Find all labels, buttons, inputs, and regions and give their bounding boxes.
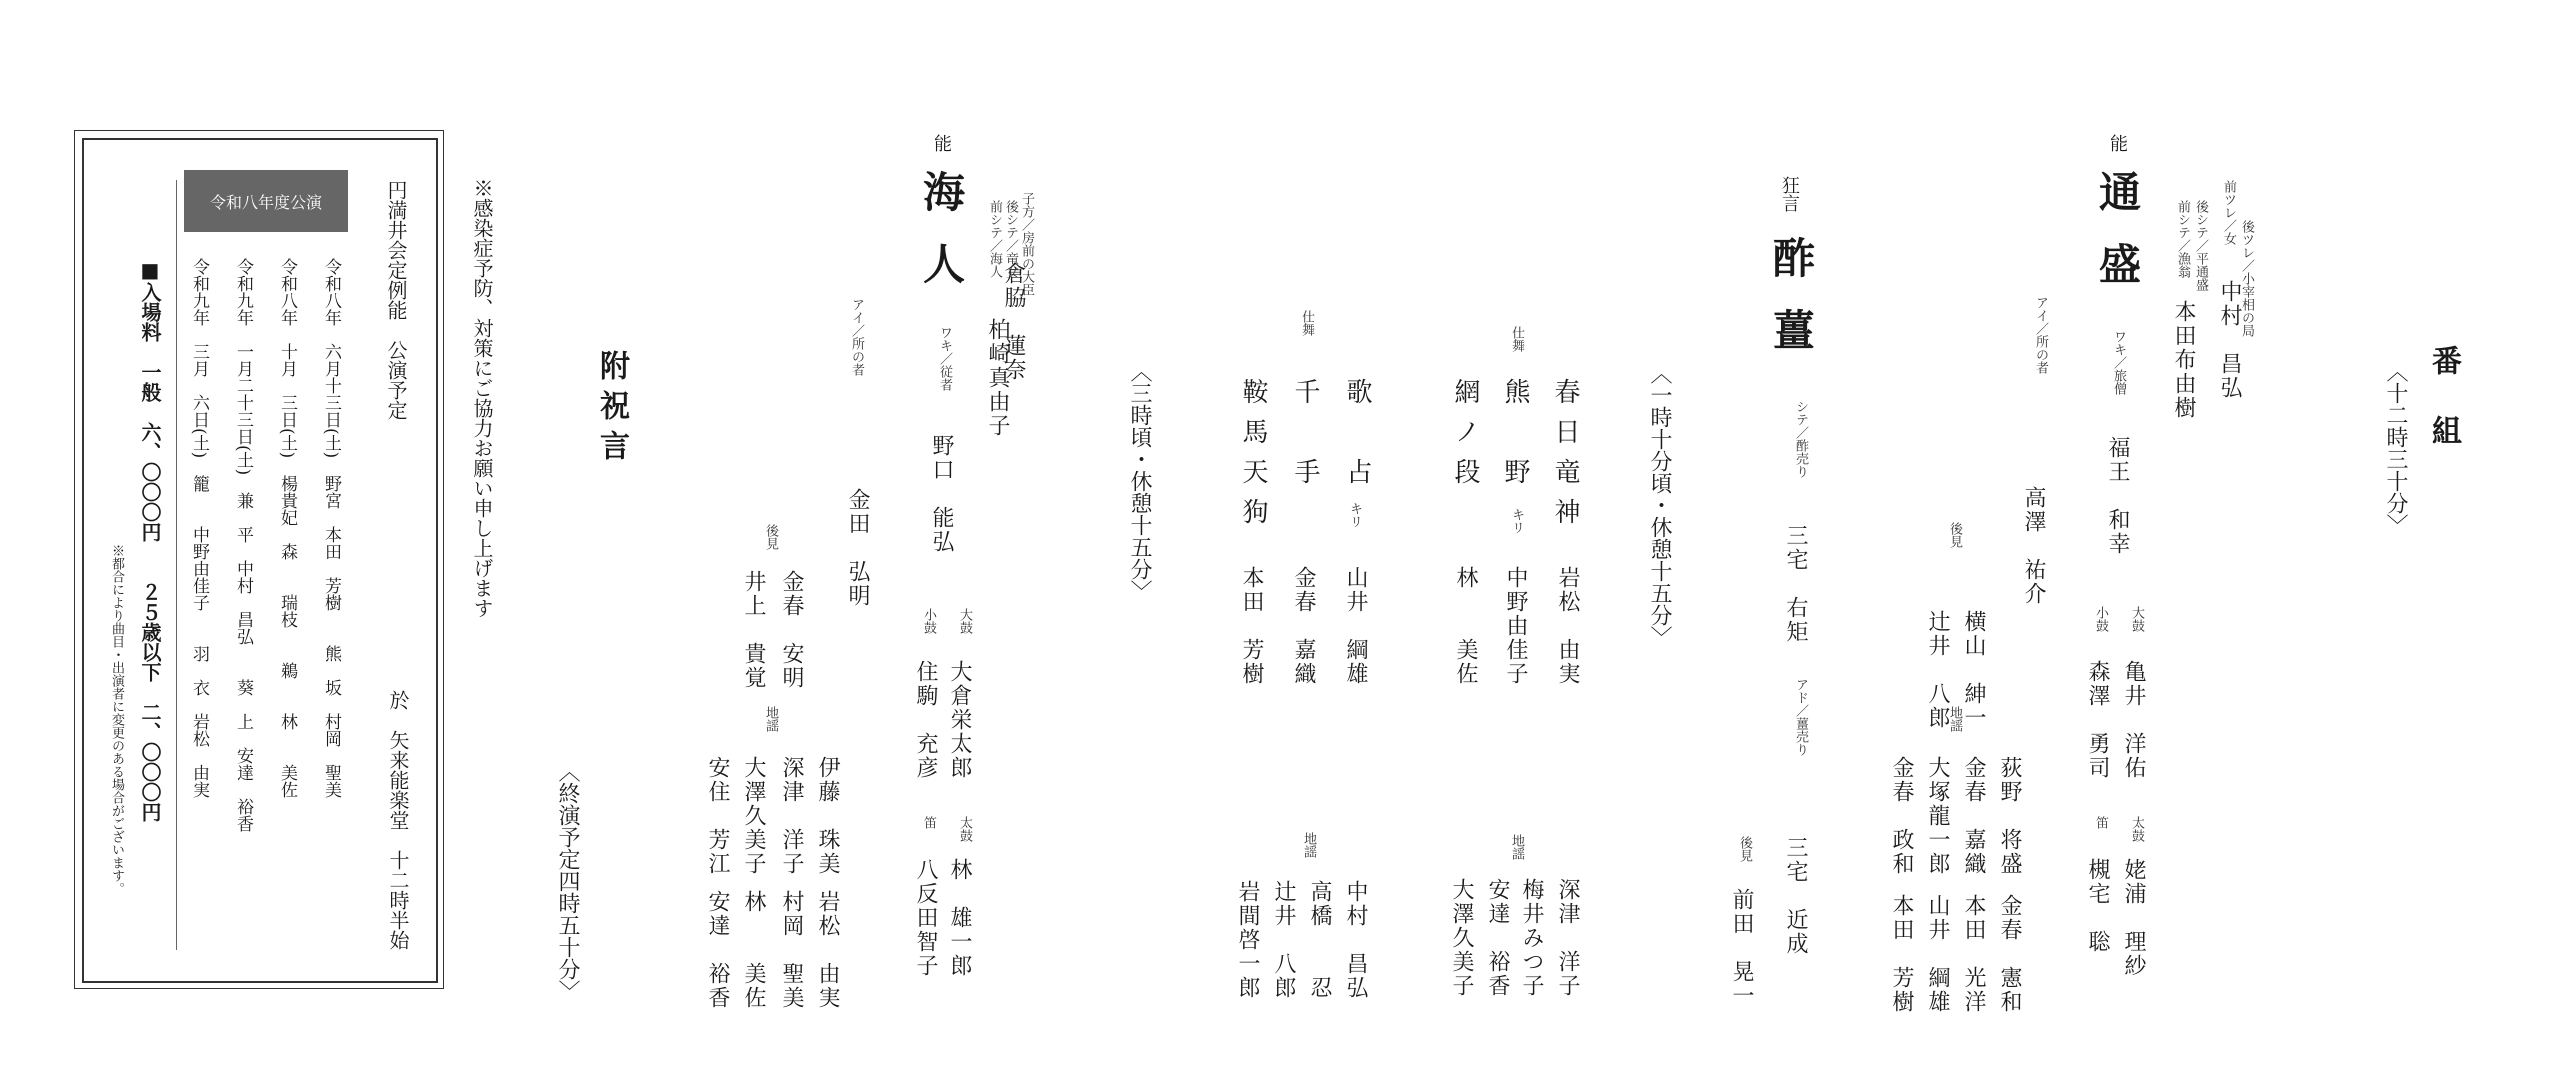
performer-name: 三宅 右矩 <box>1783 524 1808 644</box>
play-title: 海人 <box>917 170 966 314</box>
role-label: 前シテ／漁翁 <box>2175 200 2190 278</box>
hayashi-label: 大鼓 <box>2129 606 2144 632</box>
jiutai-name: 大塚龍一郎 <box>1925 756 1950 876</box>
shimai-title: 千 手 <box>1290 378 1320 498</box>
koken-name: 金春 安明 <box>779 570 804 690</box>
role-label: ワキ／旅僧 <box>2111 330 2126 395</box>
hayashi-name: 林 雄一郎 <box>947 858 972 978</box>
jiutai-name: 大澤久美子 <box>741 756 766 876</box>
schedule-items: 楊貴妃 森 瑞枝 鵜 林 美佐 <box>277 475 297 799</box>
performer-name: 本田布由樹 <box>2171 300 2196 420</box>
kiri-label: キリ <box>1509 508 1524 534</box>
schedule-row <box>234 258 251 832</box>
jiutai-name: 梅井みつ子 <box>1519 878 1544 998</box>
interval-note: 〈三時頃・休憩十五分〉 <box>1127 360 1152 602</box>
jiutai-name: 伊藤 珠美 <box>815 756 840 876</box>
role-label: 子方／房前の大臣 <box>1019 192 1034 296</box>
jiutai-name: 村岡 聖美 <box>779 890 804 1010</box>
hayashi-name: 亀井 洋佑 <box>2121 660 2146 780</box>
change-notice: ※都合により曲目・出演者に変更のある場合がございます。 <box>109 544 124 895</box>
koken-name: 辻井 八郎 <box>1925 610 1950 730</box>
hayashi-label: 太鼓 <box>957 816 972 842</box>
end-time: 〈終演予定四時五十分〉 <box>555 760 580 1002</box>
jiutai-name: 本田 光洋 <box>1961 894 1986 1014</box>
schedule-venue: 於 矢来能楽堂 十二時半始 <box>386 690 410 950</box>
infection-notice: ※感染症予防、対策にご協力お願い申し上げます <box>470 178 494 618</box>
schedule-row <box>278 258 295 798</box>
shimai-performer: 中野由佳子 <box>1503 566 1528 686</box>
schedule-badge: 令和八年度公演 <box>184 170 348 232</box>
jiutai-name: 辻井 八郎 <box>1271 880 1296 1000</box>
jiutai-name: 安達 裕香 <box>1485 878 1510 998</box>
shimai-performer: 林 美佐 <box>1453 566 1478 686</box>
shimai-title: 歌 占 <box>1342 378 1372 498</box>
hayashi-name: 大倉栄太郎 <box>947 660 972 780</box>
performer-name: 野口 能弘 <box>929 434 954 554</box>
jiutai-name: 金春 嘉織 <box>1961 756 1986 876</box>
play-genre: 能 <box>931 134 952 152</box>
role-label: ワキ／従者 <box>937 326 952 391</box>
jiutai-name: 岩松 由実 <box>815 890 840 1010</box>
jiutai-label: 地謡 <box>1509 834 1524 860</box>
shimai-performer: 岩松 由実 <box>1555 566 1580 686</box>
hayashi-label: 笛 <box>2093 816 2108 829</box>
koken-label: 後見 <box>763 524 778 550</box>
performer-name: 金田 弘明 <box>845 488 870 608</box>
shimai-performer: 金春 嘉織 <box>1291 566 1316 686</box>
role-label: アド／薑売り <box>1793 678 1808 756</box>
performer-name: 三宅 近成 <box>1783 836 1808 956</box>
schedule-items: 籠 中野由佳子 羽 衣 岩松 由実 <box>189 475 209 799</box>
jiutai-name: 安達 裕香 <box>705 890 730 1010</box>
jiutai-name: 本田 芳樹 <box>1889 894 1914 1014</box>
hayashi-label: 小鼓 <box>921 608 936 634</box>
role-label: シテ／酢売り <box>1793 400 1808 478</box>
play-genre: 能 <box>2107 134 2128 152</box>
performer-name: 中村 昌弘 <box>2217 280 2242 400</box>
koken-name: 井上 貴覚 <box>741 570 766 690</box>
shimai-title: 春日竜神 <box>1550 378 1580 538</box>
divider <box>176 180 177 950</box>
jiutai-label: 地謡 <box>1947 706 1962 732</box>
role-label: アイ／所の者 <box>2033 296 2048 374</box>
shimai-title: 網ノ段 <box>1450 378 1480 498</box>
jiutai-name: 荻野 将盛 <box>1997 756 2022 876</box>
shimai-title: 熊 野 <box>1500 378 1530 498</box>
schedule-date: 令和八年 六月十三日(土) <box>321 258 341 459</box>
jiutai-name: 高橋 忍 <box>1307 880 1332 1000</box>
kiri-label: キリ <box>1347 502 1362 528</box>
hayashi-name: 八反田智子 <box>913 858 938 978</box>
play-title: 通盛 <box>2093 170 2142 314</box>
jiutai-name: 中村 昌弘 <box>1343 880 1368 1000</box>
jiutai-name: 岩間啓一郎 <box>1235 880 1260 1000</box>
play-title: 酢薑 <box>1767 236 1816 380</box>
schedule-items: 野宮 本田 芳樹 熊 坂 村岡 聖美 <box>321 475 341 799</box>
hayashi-name: 槻宅 聡 <box>2085 858 2110 954</box>
hayashi-label: 太鼓 <box>2129 816 2144 842</box>
role-label: 後シテ／竜女 <box>1003 200 1018 278</box>
role-label: 後シテ／平通盛 <box>2193 200 2208 291</box>
role-label: 前シテ／海人 <box>987 200 1002 278</box>
jiutai-label: 地謡 <box>1301 832 1316 858</box>
hayashi-label: 小鼓 <box>2093 606 2108 632</box>
program-title: 番組 <box>2426 345 2461 485</box>
schedule-heading: 円満井会定例能 公演予定 <box>384 180 408 420</box>
role-label: アイ／所の者 <box>849 298 864 376</box>
interval-note: 〈一時十分頃・休憩十五分〉 <box>1647 362 1672 648</box>
koken-label: 後見 <box>1737 836 1752 862</box>
schedule-row <box>190 258 207 798</box>
koken-name: 横山 紳一 <box>1961 610 1986 730</box>
schedule-items: 兼 平 中村 昌弘 葵 上 安達 裕香 <box>233 492 253 833</box>
performer-name: 倉脇 蓮奈 <box>1001 262 1026 382</box>
shimai-title: 鞍馬天狗 <box>1238 378 1268 538</box>
jiutai-name: 金春 憲和 <box>1997 894 2022 1014</box>
hayashi-name: 住駒 充彦 <box>913 660 938 780</box>
schedule-date: 令和九年 一月二十三日(土) <box>233 258 253 476</box>
hayashi-name: 森澤 勇司 <box>2085 660 2110 780</box>
performer-name: 福王 和幸 <box>2105 436 2130 556</box>
performer-name: 柏崎真由子 <box>985 318 1010 438</box>
hayashi-name: 姥浦 理紗 <box>2121 858 2146 978</box>
admission-fee: ■入場料 一般 六、〇〇〇円 ２５歳以下 二、〇〇〇円 <box>138 258 162 822</box>
fushugen-title: 附祝言 <box>594 350 629 470</box>
jiutai-name: 深津 洋子 <box>779 756 804 876</box>
role-label: 前ツレ／女 <box>2221 180 2236 245</box>
hayashi-label: 大鼓 <box>957 608 972 634</box>
jiutai-name: 深津 洋子 <box>1555 878 1580 998</box>
schedule-row <box>322 258 339 798</box>
hayashi-label: 笛 <box>921 816 936 829</box>
schedule-date: 令和八年 十月 三日(土) <box>277 258 297 459</box>
shimai-label: 仕舞 <box>1509 326 1524 352</box>
jiutai-name: 安住 芳江 <box>705 756 730 876</box>
role-label: 後ツレ／小宰相の局 <box>2239 220 2254 337</box>
jiutai-name: 山井 綱雄 <box>1925 894 1950 1014</box>
jiutai-name: 林 美佐 <box>741 890 766 1010</box>
schedule-date: 令和九年 三月 六日(土) <box>189 258 209 459</box>
program-start-time: 〈十二時三十分〉 <box>2383 360 2408 536</box>
jiutai-name: 大澤久美子 <box>1449 878 1474 998</box>
jiutai-name: 金春 政和 <box>1889 756 1914 876</box>
performer-name: 前田 晃一 <box>1729 888 1754 1008</box>
shimai-performer: 本田 芳樹 <box>1239 566 1264 686</box>
performer-name: 高澤 祐介 <box>2021 486 2046 606</box>
shimai-label: 仕舞 <box>1299 310 1314 336</box>
shimai-performer: 山井 綱雄 <box>1343 566 1368 686</box>
play-genre: 狂言 <box>1779 176 1800 212</box>
jiutai-label: 地謡 <box>763 706 778 732</box>
koken-label: 後見 <box>1947 522 1962 548</box>
